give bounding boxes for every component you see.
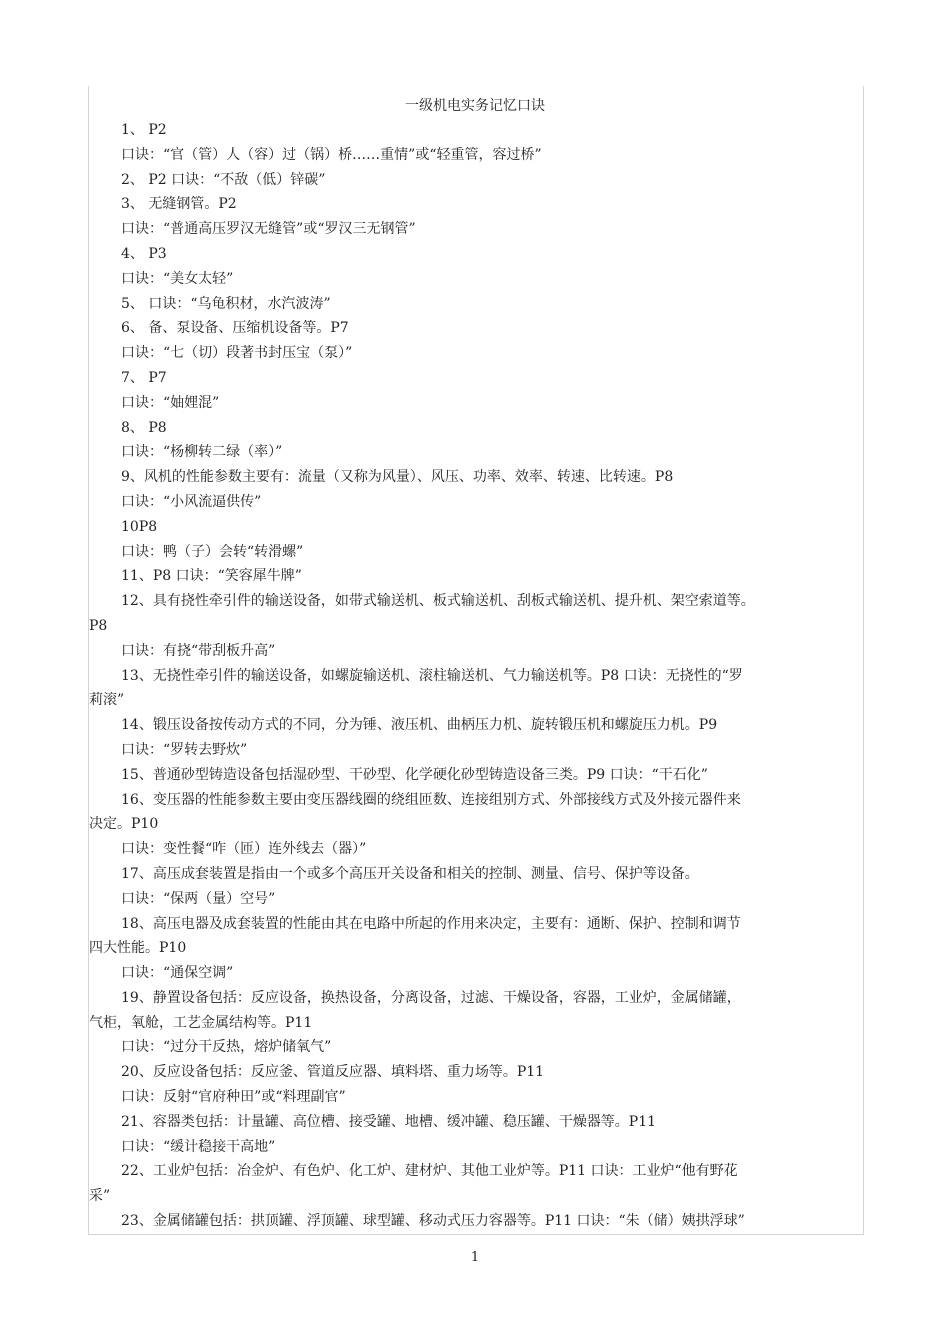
text-line: 口诀：“美女太轻” — [121, 270, 234, 287]
text-line: 口诀：变性餐“咋（匝）连外线去（器）” — [121, 841, 367, 858]
text-line: 23、金属储罐包括：拱顶罐、浮顶罐、球型罐、移动式压力容器等。P11 口诀：“朱（储）姨拱浮球” — [121, 1213, 745, 1230]
text-line: 口诀：“七（切）段著书封压宝（泵）” — [121, 345, 353, 362]
text-line: 13、无挠性牵引件的输送设备，如螺旋输送机、滚柱输送机、气力输送机等。P8 口诀：无挠性的“罗 — [121, 667, 743, 684]
text-line: 口诀：有挠“带刮板升高” — [121, 642, 276, 659]
text-line: 4、 P3 — [121, 245, 167, 262]
document-title: 一级机电实务记忆口诀 — [405, 98, 545, 114]
text-line: 口诀：“缓计稳接干高地” — [121, 1138, 276, 1155]
text-line: 12、具有挠性牵引件的输送设备，如带式输送机、板式输送机、刮板式输送机、提升机、架空索道等。 — [121, 593, 755, 610]
text-line: 17、高压成套装置是指由一个或多个高压开关设备和相关的控制、测量、信号、保护等设备。 — [121, 865, 699, 882]
text-line: 口诀：“通保空调” — [121, 965, 234, 982]
text-line: 9、风机的性能参数主要有：流量（又称为风量）、风压、功率、效率、转速、比转速。P8 — [121, 469, 674, 486]
text-line: 5、 口诀：“乌龟积材，水汽波涛” — [121, 295, 331, 312]
text-line: 10P8 — [121, 518, 158, 535]
text-line: 22、工业炉包括：冶金炉、有色炉、化工炉、建材炉、其他工业炉等。P11 口诀：工业炉“他有野花 — [121, 1163, 738, 1180]
text-line: 口诀：“杨柳转二绿（率）” — [121, 444, 283, 461]
text-line: 18、高压电器及成套装置的性能由其在电路中所起的作用来决定，主要有：通断、保护、控制和调节 — [121, 915, 741, 932]
text-line: 20、反应设备包括：反应釜、管道反应器、填料塔、重力场等。P11 — [121, 1064, 545, 1081]
text-line: 四大性能。P10 — [89, 940, 187, 957]
text-line: 8、 P8 — [121, 419, 167, 436]
text-line: 1、 P2 — [121, 122, 167, 138]
text-line: 口诀：鸭（子）会转“转滑螺” — [121, 543, 304, 560]
text-line: 6、 备、泵设备、压缩机设备等。P7 — [121, 320, 349, 337]
text-line: 14、锻压设备按传动方式的不同，分为锤、液压机、曲柄压力机、旋转锻压机和螺旋压力机。P9 — [121, 717, 718, 734]
text-line: P8 — [89, 617, 108, 634]
text-line: 3、 无缝钢管。P2 — [121, 196, 237, 213]
text-line: 口诀：“罗转去野炊” — [121, 741, 248, 758]
text-line: 15、普通砂型铸造设备包括湿砂型、干砂型、化学硬化砂型铸造设备三类。P9 口诀：“干石化” — [121, 766, 708, 783]
text-line: 口诀：“官（管）人（容）过（锅）桥……重情”或“轻重管，容过桥” — [121, 146, 542, 163]
text-line: 口诀：“妯娌混” — [121, 394, 220, 411]
page-number: 1 — [470, 1250, 480, 1265]
text-line: 口诀：反射“官府种田”或“料理副官” — [121, 1089, 346, 1106]
text-line: 莉滚” — [89, 692, 125, 709]
text-line: 口诀：“小风流逼供传” — [121, 493, 262, 510]
text-line: 采” — [89, 1188, 111, 1205]
text-line: 21、容器类包括：计量罐、高位槽、接受罐、地槽、缓冲罐、稳压罐、干燥器等。P11 — [121, 1113, 657, 1130]
text-line: 口诀：“保两（量）空号” — [121, 890, 276, 907]
text-line: 19、静置设备包括：反应设备，换热设备，分离设备，过滤、干燥设备，容器，工业炉，金属储罐， — [121, 989, 741, 1006]
text-line: 口诀：“普通高压罗汉无缝管”或“罗汉三无钢管” — [121, 221, 416, 238]
text-line: 气柜，氧舱，工艺金属结构等。P11 — [89, 1014, 313, 1031]
text-line: 16、变压器的性能参数主要由变压器线圈的绕组匝数、连接组别方式、外部接线方式及外接元器件来 — [121, 791, 741, 808]
text-line: 2、 P2 口诀：“不敌（低）锌碳” — [121, 171, 326, 188]
text-line: 决定。P10 — [89, 816, 159, 833]
text-line: 口诀：“过分干反热，熔炉储氧气” — [121, 1039, 332, 1056]
text-line: 7、 P7 — [121, 369, 167, 386]
document-body — [89, 94, 861, 1234]
text-line: 11、P8 口诀：“笑容犀牛牌” — [121, 568, 302, 585]
